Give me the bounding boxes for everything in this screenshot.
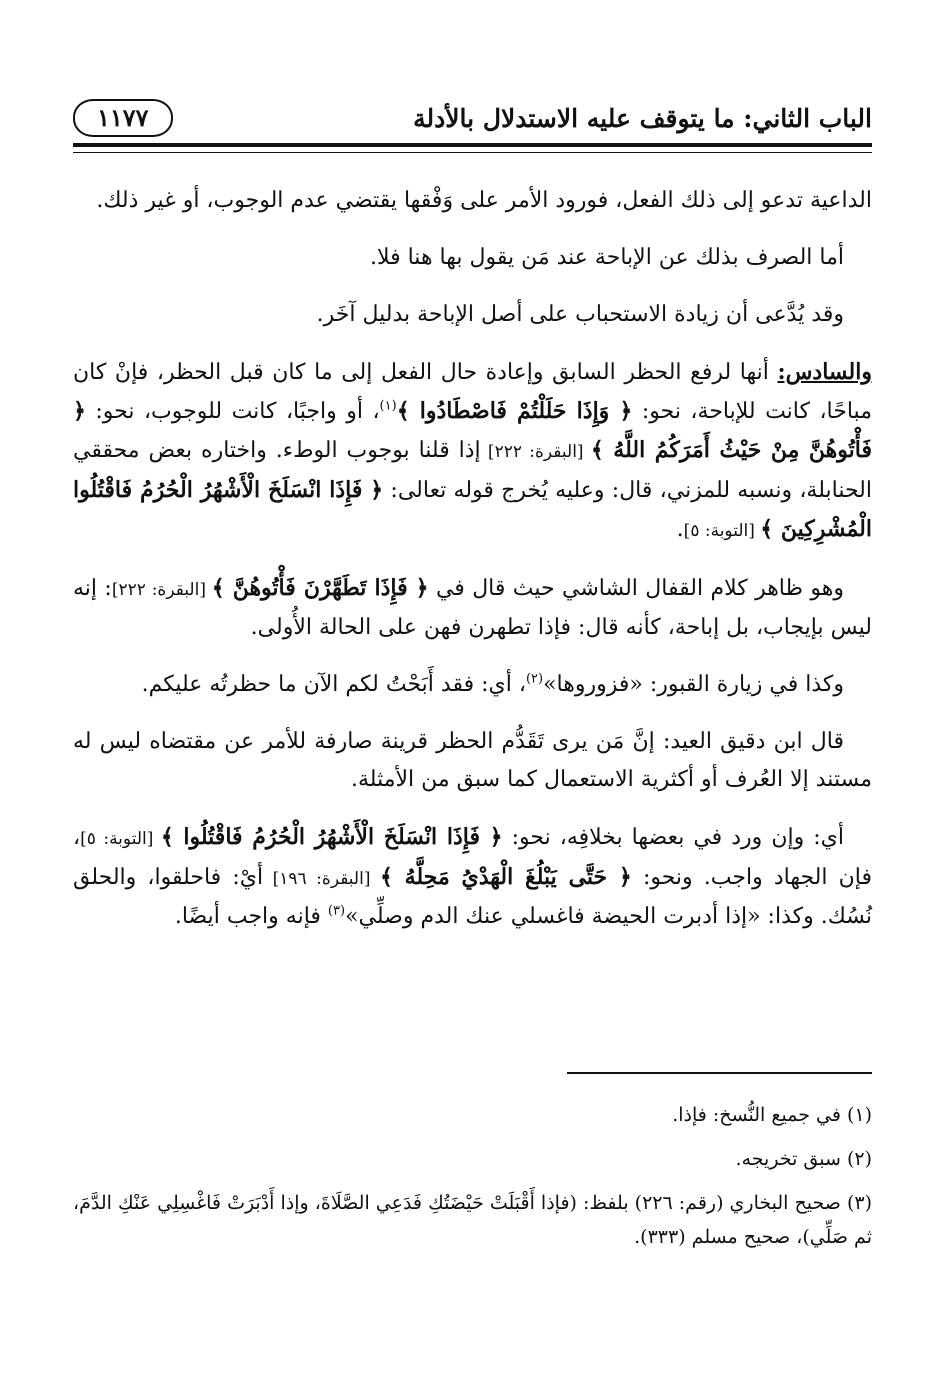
footnote-1: (١) في جميع النُّسخ: فإذا.	[672, 1104, 872, 1126]
header-rule-thin	[73, 152, 872, 153]
verse-reference: [البقرة: ٢٢٢]	[480, 442, 591, 462]
verse-reference: [البقرة: ١٩٦]	[263, 869, 380, 889]
quran-verse: ﴿ فَأْتُوهُنَّ مِنْ حَيْثُ أَمَرَكُمُ اللَّهُ ﴾	[73, 398, 872, 463]
text: أنها لرفع الحظر السابق وإعادة حال الفعل إلى ما كان قبل الحظر، فإنْ كان مباحًا، كانت للإباحة، نحو:	[73, 360, 872, 424]
footnote-marker: (٢)	[525, 671, 544, 687]
quran-verse: ﴿ وَإِذَا حَلَلْتُمْ فَاصْطَادُوا ﴾	[396, 398, 633, 424]
paragraph-2: أما الصرف بذلك عن الإباحة عند مَن يقول بها هنا فلا.	[369, 245, 844, 270]
quran-verse: ﴿ حَتَّى يَبْلُغَ الْهَدْيُ مَحِلَّهُ ﴾	[380, 864, 632, 890]
page-number: ١١٧٧	[73, 99, 173, 137]
text: وكذا في زيارة القبور: «فزوروها»	[543, 672, 844, 697]
section-lead-word: والسادس:	[777, 359, 872, 385]
verse-reference: [البقرة: ٢٢٢]	[111, 580, 212, 600]
paragraph-7: قال ابن دقيق العيد: إنَّ مَن يرى تَقَدُّم الحظر قرينة صارفة للأمر عن مقتضاه ليس له مستند إلا العُرف أو أكثرية الاستعمال كما سبق من الأمثلة.	[73, 729, 872, 792]
paragraph-1: الداعية تدعو إلى ذلك الفعل، فورود الأمر على وَفْقها يقتضي عدم الوجوب، أو غير ذلك.	[96, 188, 872, 213]
text: ، أو واجبًا، كانت للوجوب، نحو:	[85, 399, 380, 424]
text: : إنه ليس بإيجاب، بل إباحة، كأنه قال: فإذا تطهرن فهن على الحالة الأُولى.	[73, 576, 872, 640]
paragraph-4	[73, 353, 872, 550]
paragraph-5	[73, 569, 872, 647]
verse-reference: [التوبة: ٥]	[683, 521, 761, 541]
paragraph-3: وقد يُدَّعى أن زيادة الاستحباب على أصل الإباحة بدليل آخَر.	[316, 302, 844, 327]
text: ، أي: فقد أَبَحْتُ لكم الآن ما حظرتُه عليكم.	[141, 672, 526, 697]
main-text	[73, 182, 872, 955]
footnote-marker: (١)	[379, 398, 397, 414]
page-header	[73, 98, 872, 138]
text: ، فإن الجهاد واجب. ونحو:	[73, 825, 872, 890]
footnote-2: (٢) سبق تخريجه.	[735, 1148, 872, 1170]
quran-verse: ﴿ فَإِذَا تَطَهَّرْنَ فَأْتُوهُنَّ ﴾	[211, 575, 429, 601]
header-rule-thick	[73, 143, 872, 147]
footnotes	[73, 1098, 872, 1264]
verse-reference: [التوبة: ٥]	[80, 829, 161, 849]
running-title: الباب الثاني: ما يتوقف عليه الاستدلال بالأدلة	[413, 103, 872, 133]
paragraph-6	[73, 666, 872, 704]
text: إذا قلنا بوجوب الوطء. واختاره بعض محققي الحنابلة، ونسبه للمزني، قال: وعليه يُخرج قوله تعالى:	[73, 438, 872, 503]
quran-verse: ﴿ فَإِذَا انْسَلَخَ الْأَشْهُرُ الْحُرُمُ فَاقْتُلُوا الْمُشْرِكِينَ ﴾	[73, 477, 872, 542]
text: .	[676, 517, 684, 542]
footnote-marker: (٣)	[327, 903, 346, 919]
text: أيْ: فاحلقوا، والحلق نُسُك. وكذا: «إذا أدبرت الحيضة فاغسلي عنك الدم وصلِّي»	[73, 865, 872, 929]
footnote-3: (٣) صحيح البخاري (رقم: ٢٢٦) بلفظ: (فإذا أَقْبَلَتْ حَيْضَتُكِ فَدَعِي الصَّلَاةَ، وإذا أَدْبَرَتْ فَاغْسِلِي عَنْكِ الدَّمَ، ثم صَلِّي)، صحيح مسلم (٣٣٣).	[73, 1192, 872, 1248]
text: أي: وإن ورد في بعضها بخلافِه، نحو:	[502, 825, 844, 850]
quran-verse: ﴿ فَإِذَا انْسَلَخَ الْأَشْهُرُ الْحُرُمُ فَاقْتُلُوا ﴾	[160, 824, 503, 850]
footnote-separator	[567, 1072, 872, 1074]
paragraph-8	[73, 818, 872, 936]
text: فإنه واجب أيضًا.	[174, 904, 328, 929]
text: وهو ظاهر كلام القفال الشاشي حيث قال في	[428, 576, 844, 601]
